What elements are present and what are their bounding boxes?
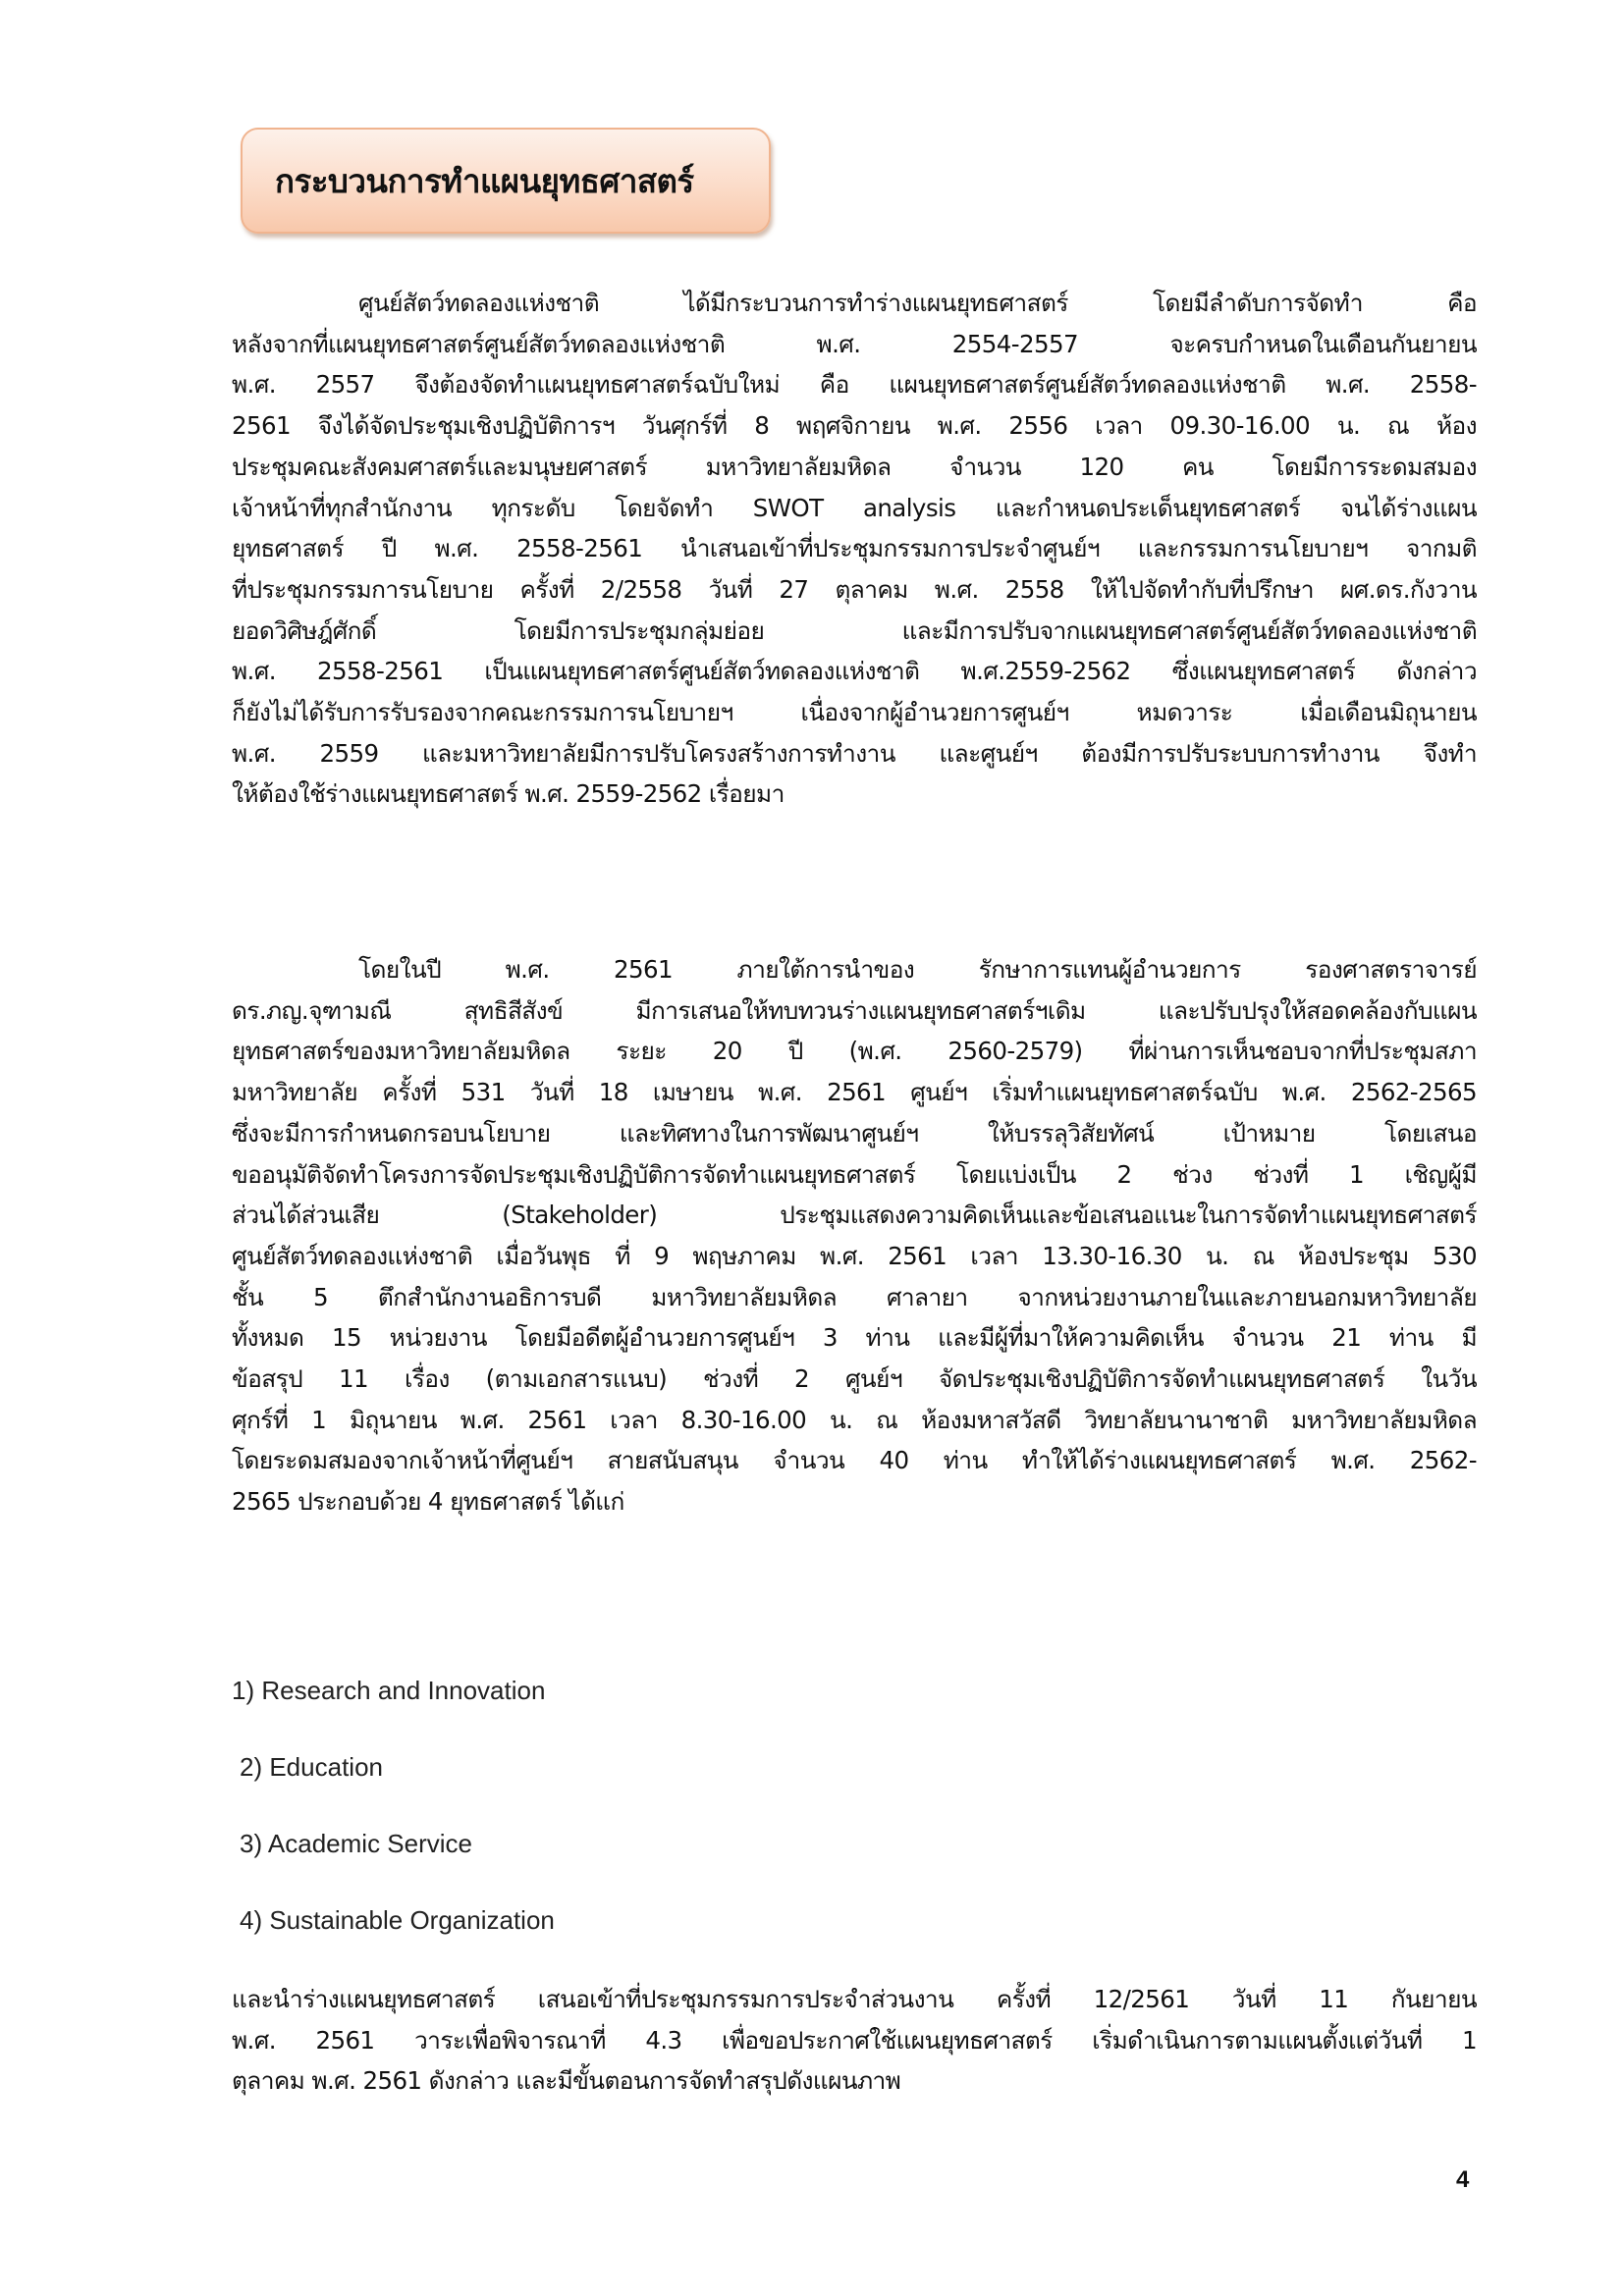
paragraph-process-history [232, 283, 1477, 815]
text-line: และนำร่างแผนยุทธศาสตร์ เสนอเข้าที่ประชุมกรรมการประจำส่วนงาน ครั้งที่ 12/2561 วันที่ 11 กันยายน [232, 1985, 1477, 2013]
text-line: โดยในปี พ.ศ. 2561 ภายใต้การนำของ รักษาการแทนผู้อำนวยการ รองศาสตราจารย์ [358, 955, 1477, 984]
text-line: 2561 จึงได้จัดประชุมเชิงปฏิบัติการฯ วันศุกร์ที่ 8 พฤศจิกายน พ.ศ. 2556 เวลา 09.30-16.00 น. ณ ห้อง [232, 411, 1477, 441]
text-line: โดยระดมสมองจากเจ้าหน้าที่ศูนย์ฯ สายสนับสนุน จำนวน 40 ท่าน ทำให้ได้ร่างแผนยุทธศาสตร์ พ.ศ. 2562- [232, 1446, 1477, 1475]
text-line: ส่วนได้ส่วนเสีย (Stakeholder) ประชุมแสดงความคิดเห็นและข้อเสนอแนะในการจัดทำแผนยุทธศาสตร์ [232, 1201, 1477, 1230]
text-line: ซึ่งจะมีการกำหนดกรอบนโยบาย และทิศทางในการพัฒนาศูนย์ฯ ให้บรรลุวิสัยทัศน์ เป้าหมาย โดยเสนอ [232, 1118, 1477, 1148]
text-line: 2565 ประกอบด้วย 4 ยุทธศาสตร์ ได้แก่ [232, 1487, 624, 1517]
text-line: ตุลาคม พ.ศ. 2561 ดังกล่าว และมีขั้นตอนการจัดทำสรุปดังแผนภาพ [232, 2066, 901, 2096]
text-line: ข้อสรุป 11 เรื่อง (ตามเอกสารแนบ) ช่วงที่ 2 ศูนย์ฯ จัดประชุมเชิงปฏิบัติการจัดทำแผนยุทธศาสตร์ ในวัน [232, 1364, 1477, 1394]
text-line: ยอดวิศิษฎ์ศักดิ์ โดยมีการประชุมกลุ่มย่อย และมีการปรับจากแผนยุทธศาสตร์ศูนย์สัตว์ทดลองแห่งชาติ [232, 615, 1477, 645]
text-line: มหาวิทยาลัย ครั้งที่ 531 วันที่ 18 เมษายน พ.ศ. 2561 ศูนย์ฯ เริ่มทำแผนยุทธศาสตร์ฉบับ พ.ศ. 2562-2565 [232, 1078, 1477, 1107]
text-line: ศูนย์สัตว์ทดลองแห่งชาติ เมื่อวันพุธ ที่ 9 พฤษภาคม พ.ศ. 2561 เวลา 13.30-16.30 น. ณ ห้องประชุม 530 [232, 1241, 1477, 1270]
strategy-item: 2) Education [240, 1752, 383, 1782]
text-line: พ.ศ. 2559 และมหาวิทยาลัยมีการปรับโครงสร้างการทำงาน และศูนย์ฯ ต้องมีการปรับระบบการทำงาน จึงทำ [232, 738, 1477, 768]
strategy-item: 4) Sustainable Organization [240, 1905, 555, 1935]
paragraph-approval [232, 1979, 1477, 2102]
strategy-item: 3) Academic Service [240, 1829, 472, 1858]
text-line: ทั้งหมด 15 หน่วยงาน โดยมีอดีตผู้อำนวยการศูนย์ฯ 3 ท่าน และมีผู้ที่มาให้ความคิดเห็น จำนวน 21 ท่าน มี [232, 1323, 1477, 1353]
text-line: ให้ต้องใช้ร่างแผนยุทธศาสตร์ พ.ศ. 2559-2562 เรื่อยมา [232, 779, 785, 809]
paragraph-2561-revision [232, 949, 1477, 1522]
text-line: ก็ยังไม่ได้รับการรับรองจากคณะกรรมการนโยบายฯ เนื่องจากผู้อำนวยการศูนย์ฯ หมดวาระ เมื่อเดือนมิถุนายน [232, 698, 1477, 727]
section-heading-box [241, 128, 771, 234]
text-line: ศุกร์ที่ 1 มิถุนายน พ.ศ. 2561 เวลา 8.30-16.00 น. ณ ห้องมหาสวัสดี วิทยาลัยนานาชาติ มหาวิทยาลัยมหิดล [232, 1405, 1477, 1434]
text-line: ประชุมคณะสังคมศาสตร์และมนุษยศาสตร์ มหาวิทยาลัยมหิดล จำนวน 120 คน โดยมีการระดมสมอง [232, 452, 1477, 481]
strategy-item: 1) Research and Innovation [232, 1676, 546, 1705]
text-line: เจ้าหน้าที่ทุกสำนักงาน ทุกระดับ โดยจัดทำ SWOT analysis และกำหนดประเด็นยุทธศาสตร์ จนได้ร่างแผน [232, 493, 1477, 522]
text-line: ยุทธศาสตร์ ปี พ.ศ. 2558-2561 นำเสนอเข้าที่ประชุมกรรมการประจำศูนย์ฯ และกรรมการนโยบายฯ จากมติ [232, 534, 1477, 563]
text-line: ยุทธศาสตร์ของมหาวิทยาลัยมหิดล ระยะ 20 ปี (พ.ศ. 2560-2579) ที่ผ่านการเห็นชอบจากที่ประชุมสภา [232, 1037, 1477, 1066]
text-line: หลังจากที่แผนยุทธศาสตร์ศูนย์สัตว์ทดลองแห่งชาติ พ.ศ. 2554-2557 จะครบกำหนดในเดือนกันยายน [232, 329, 1477, 358]
text-line: ศูนย์สัตว์ทดลองแห่งชาติ ได้มีกระบวนการทำร่างแผนยุทธศาสตร์ โดยมีลำดับการจัดทำ คือ [358, 289, 1477, 317]
text-line: พ.ศ. 2557 จึงต้องจัดทำแผนยุทธศาสตร์ฉบับใหม่ คือ แผนยุทธศาสตร์ศูนย์สัตว์ทดลองแห่งชาติ พ.ศ. 2558- [232, 370, 1477, 400]
section-heading: กระบวนการทำแผนยุทธศาสตร์ [275, 162, 694, 200]
text-line: พ.ศ. 2561 วาระเพื่อพิจารณาที่ 4.3 เพื่อขอประกาศใช้แผนยุทธศาสตร์ เริ่มดำเนินการตามแผนตั้งแต่วันที่ 1 [232, 2025, 1477, 2055]
text-line: ขออนุมัติจัดทำโครงการจัดประชุมเชิงปฏิบัติการจัดทำแผนยุทธศาสตร์ โดยแบ่งเป็น 2 ช่วง ช่วงที่ 1 เชิญผู้มี [232, 1159, 1477, 1189]
text-line: ที่ประชุมกรรมการนโยบาย ครั้งที่ 2/2558 วันที่ 27 ตุลาคม พ.ศ. 2558 ให้ไปจัดทำกับที่ปรึกษา ผศ.ดร.กังวาน [232, 574, 1477, 604]
text-line: ดร.ภญ.จุฑามณี สุทธิสีสังข์ มีการเสนอให้ทบทวนร่างแผนยุทธศาสตร์ฯเดิม และปรับปรุงให้สอดคล้องกับแผน [232, 995, 1477, 1025]
page-number: 4 [1456, 2166, 1470, 2193]
text-line: ชั้น 5 ตึกสำนักงานอธิการบดี มหาวิทยาลัยมหิดล ศาลายา จากหน่วยงานภายในและภายนอกมหาวิทยาลัย [232, 1282, 1477, 1311]
text-line: พ.ศ. 2558-2561 เป็นแผนยุทธศาสตร์ศูนย์สัตว์ทดลองแห่งชาติ พ.ศ.2559-2562 ซึ่งแผนยุทธศาสตร์ ดังกล่าว [232, 657, 1477, 686]
